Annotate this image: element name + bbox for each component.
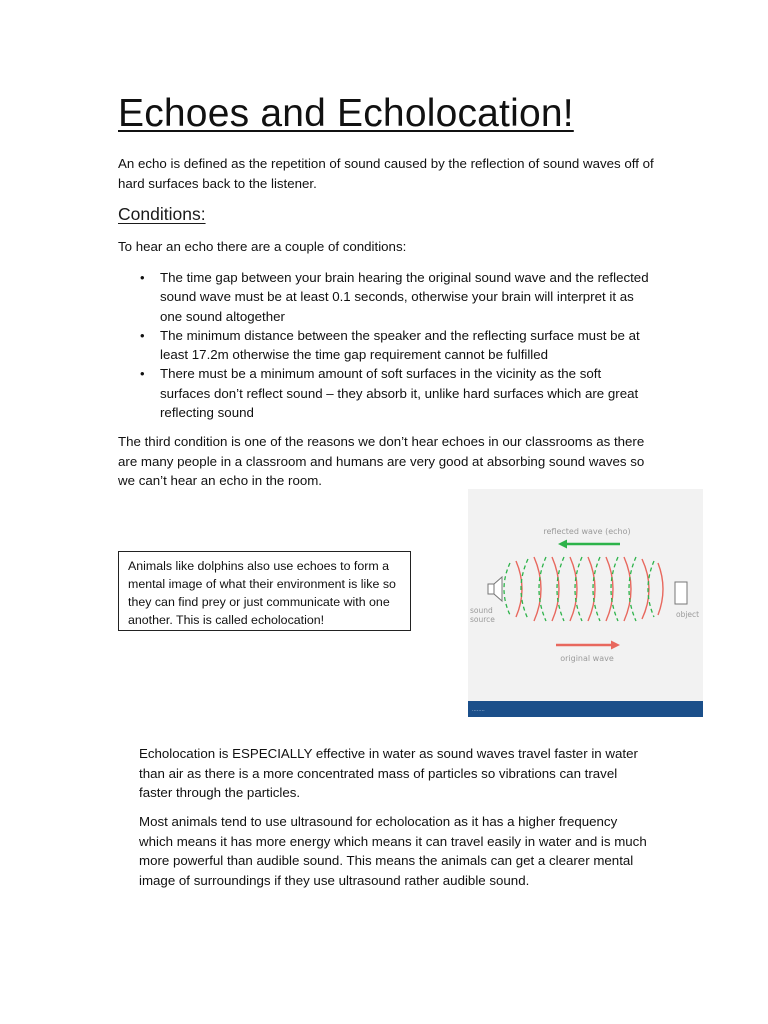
intro-paragraph: An echo is defined as the repetition of sound caused by the reflection of sound waves off of hard surfaces back to the listener.	[118, 156, 654, 191]
conditions-heading: Conditions:	[118, 204, 206, 224]
echo-diagram	[468, 489, 703, 717]
diagram-background	[468, 489, 703, 717]
reflected-wave-label: reflected wave (echo)	[543, 527, 631, 536]
conditions-intro: To hear an echo there are a couple of conditions:	[118, 239, 407, 254]
sound-source-label-2: source	[470, 615, 495, 624]
condition-item-distance: • The minimum distance between the speaker and the reflecting surface must be at least 17.2m otherwise the time gap requirement cannot be fulfilled	[140, 326, 655, 365]
page-title: Echoes and Echolocation!	[118, 92, 574, 135]
diagram-footer-bar	[468, 701, 703, 717]
echolocation-note-box: Animals like dolphins also use echoes to form a mental image of what their environment is like so they can find prey or just communicate with one another. This is called echolocation!	[118, 551, 411, 631]
sound-source-label-1: sound	[470, 606, 493, 615]
condition-item-time-gap: • The time gap between your brain hearing the original sound wave and the reflected sound wave must be at least 0.1 seconds, otherwise your brain will interpret it as one sound altogether	[140, 268, 655, 326]
condition-item-soft-surfaces: • There must be a minimum amount of soft surfaces in the vicinity as the soft surfaces don’t reflect sound – they absorb it, unlike hard surfaces which are great reflecting sound	[140, 364, 655, 422]
conditions-list	[140, 268, 655, 422]
echo-diagram-svg	[468, 489, 703, 717]
water-paragraph: Echolocation is ESPECIALLY effective in water as sound waves travel faster in water than air as there is a more concentrated mass of particles so vibrations can travel faster through the particles.	[139, 746, 638, 800]
ultrasound-paragraph: Most animals tend to use ultrasound for echolocation as it has a higher frequency which means it has more energy which means it can travel easily in water and is much more powerful than audible sound. This means the animals can get a clearer mental image of surroundings if they use ultrasound rather audible sound.	[139, 814, 647, 888]
original-wave-label: original wave	[560, 654, 614, 663]
third-condition-paragraph: The third condition is one of the reasons we don’t hear echoes in our classrooms as there are many people in a classroom and humans are very good at absorbing sound waves so we can’t hear an echo in the room.	[118, 434, 645, 488]
object-label: object	[676, 610, 700, 619]
object-icon	[675, 582, 687, 604]
diagram-footer-text: ········	[472, 708, 485, 714]
